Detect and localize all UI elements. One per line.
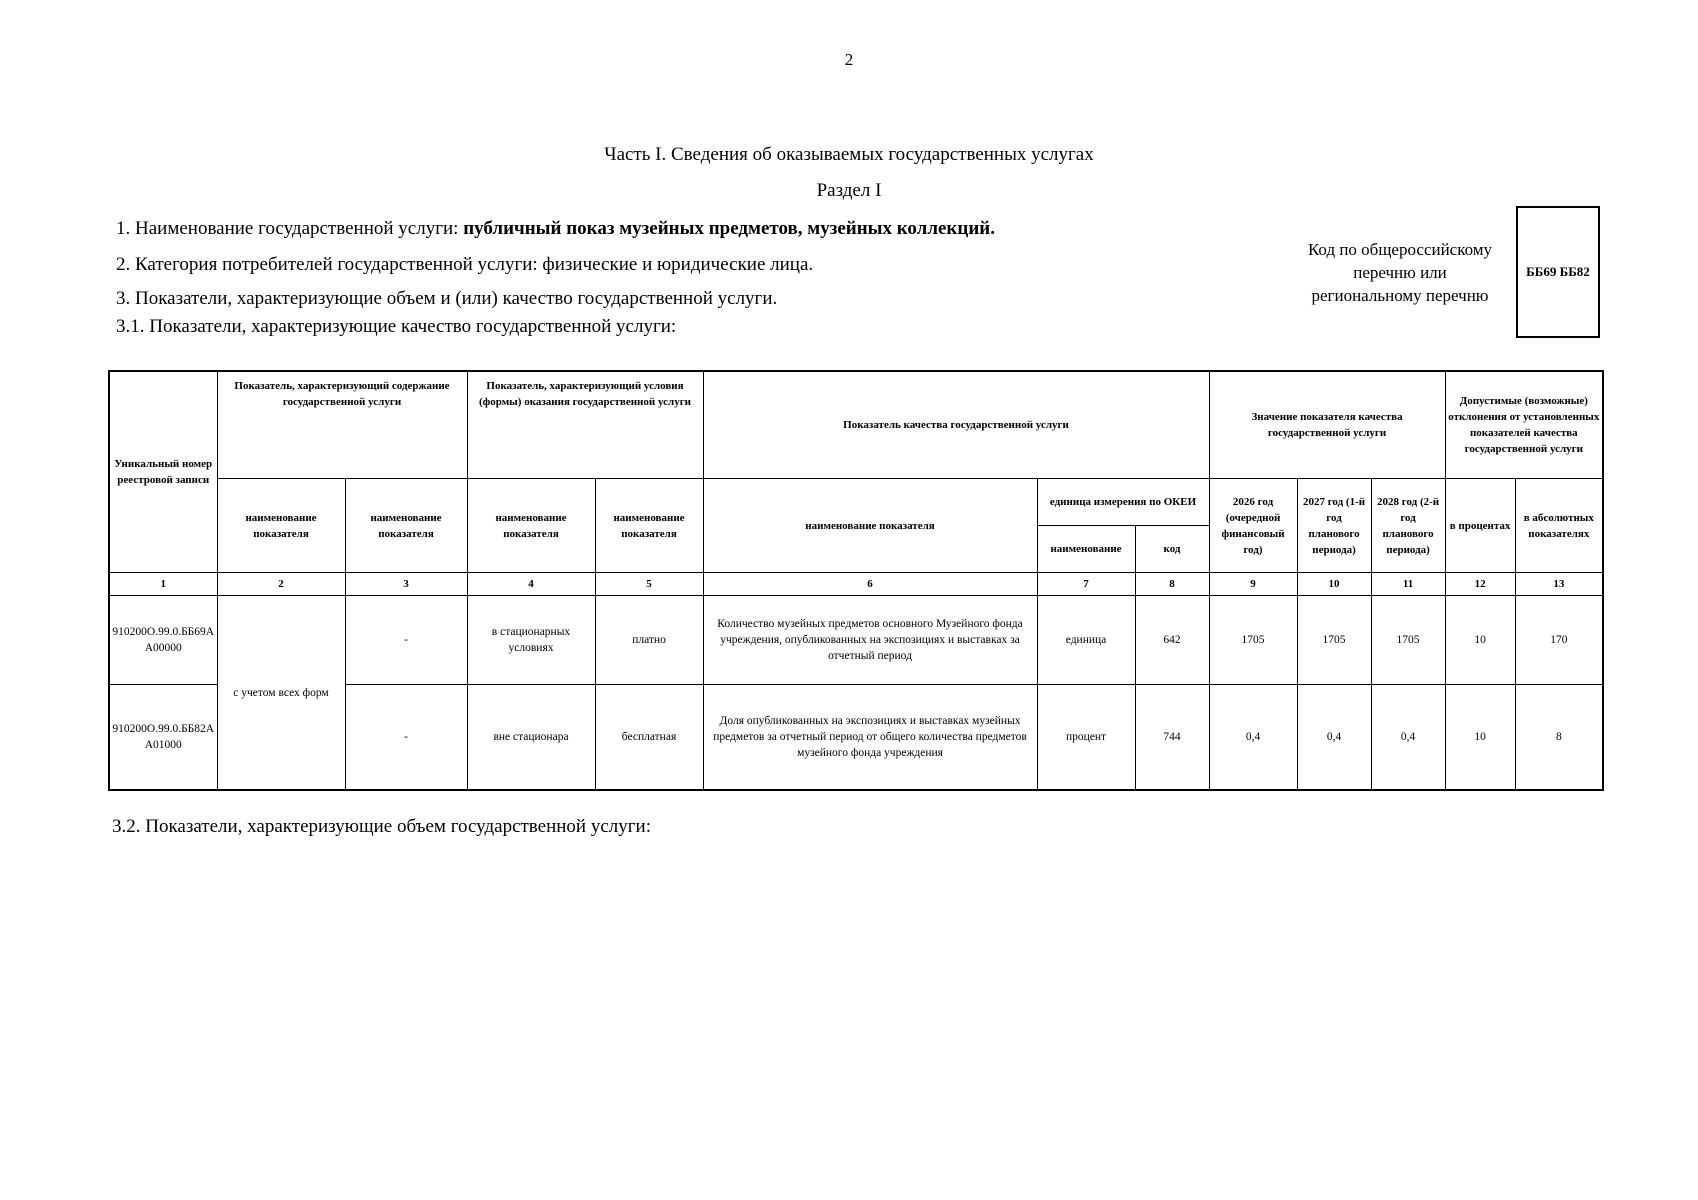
header-indicator-name: наименование показателя [467, 479, 595, 573]
header-quality-indicator: Показатель качества государственной услуги [703, 371, 1209, 479]
code-box [1516, 206, 1600, 338]
header-content-indicator: Показатель, характеризующий содержание государственной услуги [217, 371, 467, 479]
cell-col5: платно [595, 596, 703, 685]
header-conditions-indicator: Показатель, характеризующий условия (формы) оказания государственной услуги [467, 371, 703, 479]
header-indicator-name: наименование показателя [595, 479, 703, 573]
cell-unique-number: 910200О.99.0.ББ69АА00000 [109, 596, 217, 685]
table-row [109, 596, 1603, 685]
cell-col10: 0,4 [1297, 685, 1371, 791]
header-deviations: Допустимые (возможные) отклонения от установленных показателей качества государственной услуги [1445, 371, 1603, 479]
column-number: 8 [1135, 573, 1209, 596]
page-number: 2 [844, 50, 854, 69]
cell-col7: единица [1037, 596, 1135, 685]
column-numbers-row [109, 573, 1603, 596]
header-indicator-name: наименование показателя [345, 479, 467, 573]
cell-col8: 642 [1135, 596, 1209, 685]
cell-col8: 744 [1135, 685, 1209, 791]
cell-col4: в стационарных условиях [467, 596, 595, 685]
cell-content-value: с учетом всех форм [217, 596, 345, 791]
column-number: 11 [1371, 573, 1445, 596]
cell-col12: 10 [1445, 596, 1515, 685]
consumer-category-line: 2. Категория потребителей государственной услуги: физические и юридические лица. [116, 254, 814, 275]
section-title: Раздел I [816, 180, 882, 201]
header-okei-name: наименование [1037, 526, 1135, 573]
cell-col6: Количество музейных предметов основного Музейного фонда учреждения, опубликованных на экспозициях и выставках за отчетный период [703, 596, 1037, 685]
code-box-label-line: перечню или [1353, 263, 1447, 282]
column-number: 4 [467, 573, 595, 596]
header-in-percent: в процентах [1445, 479, 1515, 573]
header-year-2027: 2027 год (1-й год планового периода) [1297, 479, 1371, 573]
service-name-line [116, 218, 995, 240]
header-okei-code: код [1135, 526, 1209, 573]
column-number: 10 [1297, 573, 1371, 596]
cell-col9: 0,4 [1209, 685, 1297, 791]
cell-col13: 170 [1515, 596, 1603, 685]
column-number: 7 [1037, 573, 1135, 596]
volume-indicators-heading: 3.2. Показатели, характеризующие объем государственной услуги: [112, 816, 652, 837]
cell-col12: 10 [1445, 685, 1515, 791]
code-box-label [1290, 238, 1510, 307]
cell-col13: 8 [1515, 685, 1603, 791]
column-number: 1 [109, 573, 217, 596]
header-year-2026: 2026 год (очередной финансовый год) [1209, 479, 1297, 573]
header-quality-value: Значение показателя качества государственной услуги [1209, 371, 1445, 479]
indicators-line: 3. Показатели, характеризующие объем и (или) качество государственной услуги. [116, 288, 778, 309]
cell-col3: - [345, 596, 467, 685]
cell-col10: 1705 [1297, 596, 1371, 685]
cell-col7: процент [1037, 685, 1135, 791]
header-in-absolute: в абсолютных показателях [1515, 479, 1603, 573]
service-name-prefix: 1. Наименование государственной услуги: [116, 218, 464, 239]
cell-col11: 0,4 [1371, 685, 1445, 791]
column-number: 6 [703, 573, 1037, 596]
header-indicator-name: наименование показателя [217, 479, 345, 573]
cell-col6: Доля опубликованных на экспозициях и выставках музейных предметов за отчетный период от общего количества предметов музейного фонда учреждения [703, 685, 1037, 791]
header-okei-unit: единица измерения по ОКЕИ [1037, 479, 1209, 526]
code-box-label-line: региональному перечню [1311, 286, 1489, 305]
cell-unique-number: 910200О.99.0.ББ82АА01000 [109, 685, 217, 791]
column-number: 5 [595, 573, 703, 596]
header-indicator-name: наименование показателя [703, 479, 1037, 573]
column-number: 2 [217, 573, 345, 596]
quality-indicators-heading: 3.1. Показатели, характеризующие качество государственной услуги: [116, 316, 677, 337]
header-year-2028: 2028 год (2-й год планового периода) [1371, 479, 1445, 573]
cell-col9: 1705 [1209, 596, 1297, 685]
header-unique-number: Уникальный номер реестровой записи [109, 371, 217, 573]
cell-col4: вне стационара [467, 685, 595, 791]
service-name-value: публичный показ музейных предметов, музейных коллекций. [463, 218, 995, 239]
column-number: 3 [345, 573, 467, 596]
column-number: 9 [1209, 573, 1297, 596]
cell-col5: бесплатная [595, 685, 703, 791]
cell-col11: 1705 [1371, 596, 1445, 685]
code-box-label-line: Код по общероссийскому [1307, 240, 1493, 259]
code-box-value: ББ69 ББ82 [1526, 264, 1590, 279]
part-title: Часть I. Сведения об оказываемых государственных услугах [604, 144, 1094, 165]
cell-col3: - [345, 685, 467, 791]
column-number: 13 [1515, 573, 1603, 596]
quality-indicators-table [108, 370, 1604, 791]
column-number: 12 [1445, 573, 1515, 596]
